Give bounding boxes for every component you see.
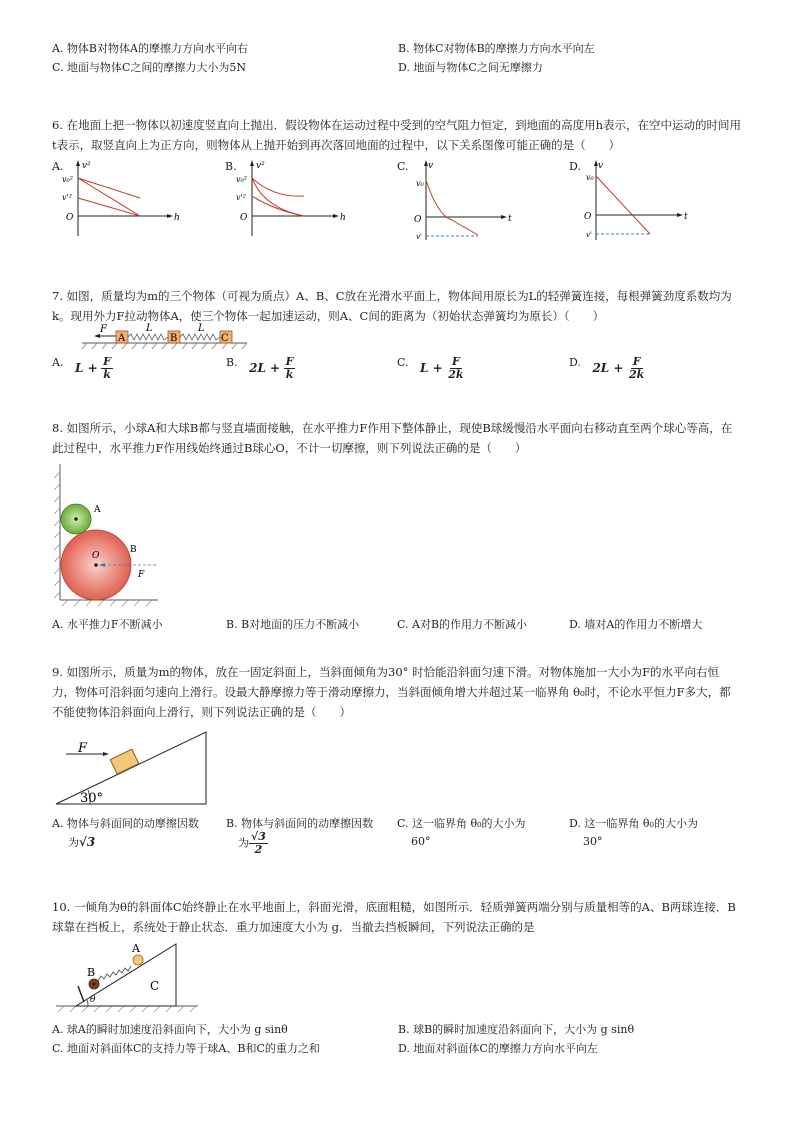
q6b-origin-label: O: [240, 213, 248, 223]
q5-option-b: B. 物体C对物体B的摩擦力方向水平向左: [398, 42, 595, 55]
q8-option-a: A. 水平推力F不断减小: [52, 618, 163, 631]
q10-ball-b-label: B: [87, 966, 96, 979]
q6b-v02-label: v₀²: [236, 175, 247, 184]
q6a-vp2-label: v'²: [62, 193, 72, 202]
q7-option-a: A. L + $\frac{F}{k}$: [52, 355, 111, 381]
q8-center-o-label: O: [92, 551, 100, 561]
q8-force-label: F: [138, 570, 145, 580]
q8-option-d: D. 墙对A的作用力不断增大: [569, 618, 703, 631]
q6a-v2-label: v²: [82, 161, 91, 171]
q6b-h-label: h: [340, 213, 346, 223]
q7-block-b-label: B: [170, 333, 178, 344]
q7-figure: [52, 322, 252, 350]
q9-angle-label: 30°: [80, 791, 104, 806]
q6b-v2-label: v²: [256, 161, 265, 171]
q6d-v0-label: v₀: [586, 173, 594, 182]
q6c-vp-label: v': [416, 233, 422, 241]
q5-option-c: C. 地面与物体C之间的摩擦力大小为5N: [52, 61, 247, 74]
q6-graph-c-label: C.: [397, 160, 409, 173]
q8-ball-b-label: B: [130, 545, 137, 555]
q10-option-a: A. 球A的瞬时加速度沿斜面向下，大小为 g sinθ: [52, 1023, 288, 1036]
q9-option-c: C. 这一临界角 θ₀的大小为 60°: [397, 817, 526, 848]
q8-figure: [52, 462, 162, 607]
q10-wedge-c-label: C: [150, 979, 160, 993]
q7-option-c: C. L + $\frac{F}{2k}$: [397, 355, 464, 381]
q8-question-text: 8. 如图所示，小球A和大球B都与竖直墙面接触，在水平推力F作用下整体静止，现使B球缓慢沿水平面向右移动直至两个球心等高，在此过程中，水平推力F作用线始终通过B球心O，不计一切摩擦，则下列说法正确的是（ ）: [52, 421, 733, 455]
q9-figure: [52, 728, 212, 808]
q10-option-d: D. 地面对斜面体C的摩擦力方向水平向左: [398, 1042, 598, 1055]
q9-force-label: F: [78, 741, 88, 756]
q6-graph-d-label: D.: [569, 160, 581, 173]
q5-option-d: D. 地面与物体C之间无摩擦力: [398, 61, 543, 74]
q6-question-text: 6. 在地面上把一物体以初速度竖直向上抛出．假设物体在运动过程中受到的空气阻力恒定，到地面的高度用h表示，在空中运动的时间用t表示，取竖直向上为正方向，则物体从上抛开始到再次落回地面的过程中，以下关系图像可能正确的是（ ）: [52, 118, 742, 152]
q7-spring1-label: L: [146, 323, 153, 334]
q7-option-d: D. 2L + $\frac{F}{2k}$: [569, 355, 645, 381]
q6b-vp2-label: v'²: [236, 193, 246, 202]
q9-option-b: B. 物体与斜面间的动摩擦因数 为 $\frac{√3}{2}$: [226, 817, 374, 856]
q6-graph-b: [234, 158, 354, 240]
q8-option-b: B. B对地面的压力不断减小: [226, 618, 360, 631]
q6d-t-label: t: [684, 212, 688, 222]
q10-question-text: 10. 一倾角为θ的斜面体C始终静止在水平地面上，斜面光滑，底面粗糙，如图所示．轻质弹簧两端分别与质量相等的A、B两球连接．B球靠在挡板上，系统处于静止状态．重力加速度大小为 g．当撤去挡板瞬间，下列说法正确的是: [52, 900, 736, 934]
q6-graph-d: [578, 158, 698, 240]
q6-graph-a: [60, 158, 180, 240]
q6d-vp-label: v': [586, 231, 592, 239]
q7-option-b: B. 2L + $\frac{F}{k}$: [226, 355, 294, 381]
q6-graph-b-label: B.: [225, 160, 237, 173]
q7-spring2-label: L: [198, 323, 205, 334]
q7-block-a-label: A: [118, 333, 126, 344]
q6-graph-a-label: A.: [52, 160, 64, 173]
q6c-t-label: t: [508, 214, 512, 224]
q9-option-a: A. 物体与斜面间的动摩擦因数 为√3: [52, 817, 199, 849]
q10-ball-a-label: A: [132, 942, 140, 955]
q7-question-text: 7. 如图，质量均为m的三个物体（可视为质点）A、B、C放在光滑水平面上，物体间用原长为L的轻弹簧连接，每根弹簧劲度系数均为k。现用外力F拉动物体A，使三个物体一起加速运动，则A、C间的距离为（初始状态弹簧均为原长）（ ）: [52, 289, 732, 323]
q6a-origin-label: O: [66, 213, 74, 223]
q10-option-c: C. 地面对斜面体C的支持力等于球A、B和C的重力之和: [52, 1042, 320, 1055]
q10-figure: [52, 938, 202, 1014]
q9-option-d: D. 这一临界角 θ₀的大小为 30°: [569, 817, 698, 848]
q5-option-a: A. 物体B对物体A的摩擦力方向水平向右: [52, 42, 248, 55]
q6c-v0-label: v₀: [416, 179, 424, 188]
q8-option-c: C. A对B的作用力不断减小: [397, 618, 528, 631]
q8-ball-a-label: A: [94, 505, 101, 515]
q6a-v02-label: v₀²: [62, 175, 73, 184]
q10-option-b: B. 球B的瞬时加速度沿斜面向下，大小为 g sinθ: [398, 1023, 635, 1036]
q9-question-text: 9. 如图所示，质量为m的物体，放在一固定斜面上，当斜面倾角为30° 时恰能沿斜面匀速下滑。对物体施加一大小为F的水平向右恒力，物体可沿斜面匀速向上滑行。设最大静摩擦力等于滑动摩擦力，当斜面倾角增大并超过某一临界角 θ₀时，不论水平恒力F多大，都不能使物体沿斜面向上滑行，则下列说法正确的是（ ）: [52, 665, 731, 719]
q7-block-c-label: C: [221, 333, 229, 344]
q6a-h-label: h: [174, 213, 180, 223]
q6d-v-label: v: [598, 161, 604, 171]
q6c-v-label: v: [428, 161, 434, 171]
q6c-origin-label: O: [414, 215, 422, 225]
q10-angle-label: θ: [90, 995, 96, 1005]
q6-graph-c: [408, 158, 518, 240]
q6d-origin-label: O: [584, 212, 592, 222]
q7-force-label: F: [100, 324, 107, 335]
